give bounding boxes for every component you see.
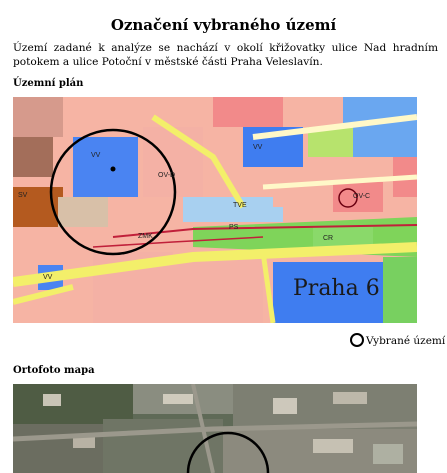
page-title: Označení vybraného území (110, 16, 337, 34)
orthophoto-heading: Ortofoto mapa (13, 365, 95, 376)
selected-area-circle-icon (350, 333, 364, 347)
zone-label: VV (253, 144, 263, 151)
legend-label: Vybrané území (366, 335, 446, 347)
zone-label: VV (91, 152, 101, 159)
intro-paragraph: Území zadané k analýze se nachází v okolí křižovatky ulice Nad hradním potokem a ulice Potoční v městské části Praha Veleslavín. (13, 42, 438, 68)
zone-label: CR (323, 235, 334, 242)
zone-label: ZMK (138, 233, 153, 240)
land-use-plan-map (13, 97, 417, 323)
zone-label: OV-C (353, 193, 371, 200)
district-label: Praha 6 (293, 276, 380, 301)
map-legend (350, 335, 445, 347)
zone-label: TVE (233, 202, 247, 209)
zone-label: SV (18, 192, 28, 199)
orthophoto-map (13, 384, 417, 473)
zone-label: PS (229, 224, 239, 231)
zone-label: VV (43, 274, 53, 281)
land-use-plan-heading: Územní plán (13, 78, 84, 89)
zone-label: OV-D (158, 172, 176, 179)
